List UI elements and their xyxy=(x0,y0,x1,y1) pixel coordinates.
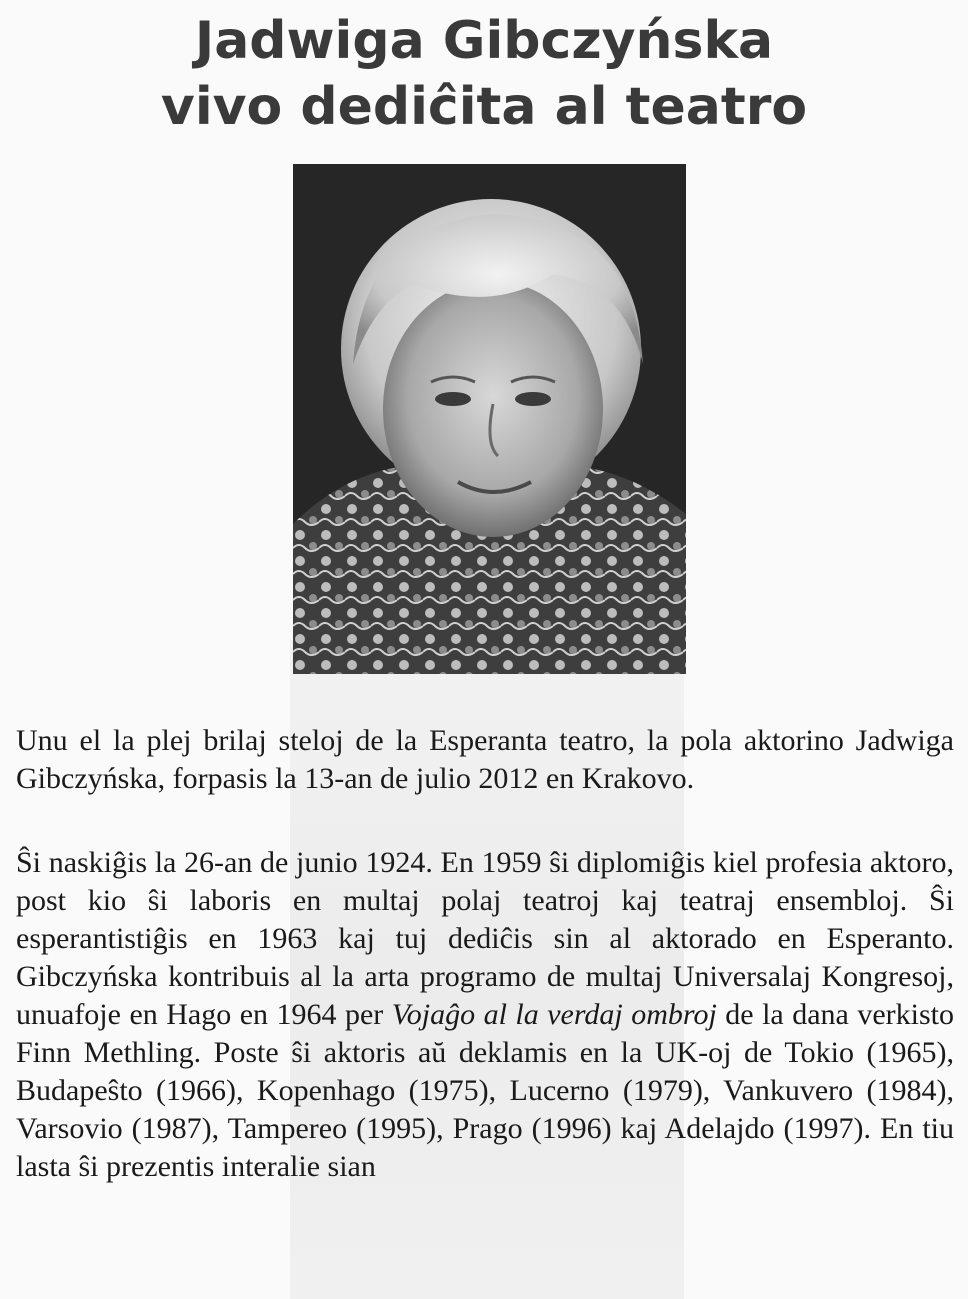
portrait-photo-icon xyxy=(293,164,686,674)
title-line-1: Jadwiga Gibczyńska xyxy=(194,11,774,71)
portrait-photo xyxy=(293,164,686,674)
play-title: Vojaĝo al la verdaj ombroj xyxy=(391,998,717,1031)
biography-text-end: de la dana verkisto Finn Methling. Poste ŝi aktoris aŭ deklamis en la UK-oj de Tokio (1965), Budapeŝto (1966), Kopenhago (1975), Lucerno (1979), Vankuvero (1984), Varsovio (1987), Tampereo (1995), Prago (1996) kaj Adelajdo (1997). En tiu lasta ŝi prezentis interalie sian xyxy=(16,998,954,1183)
intro-paragraph: Unu el la plej brilaj steloj de la Esperanta teatro, la pola aktorino Jadwiga Gibczyńska, forpasis la 13-an de julio 2012 en Krakovo. xyxy=(16,724,954,795)
article-title xyxy=(0,8,968,140)
title-line-2: vivo dediĉita al teatro xyxy=(160,77,808,137)
biography-text-start: Ŝi naskiĝis la 26-an de junio 1924. En 1959 ŝi diplomiĝis kiel profesia aktoro, post kio ŝi laboris en multaj polaj teatroj kaj teatraj ensembloj. Ŝi esperantistiĝis en 1963 kaj tuj dediĉis sin al aktorado en Esperanto. Gibczyńska kontribuis al la arta programo de multaj Universalaj Kongresoj, unuafoje en Hago en 1964 per xyxy=(16,846,954,1031)
biography-paragraph xyxy=(16,844,954,1186)
